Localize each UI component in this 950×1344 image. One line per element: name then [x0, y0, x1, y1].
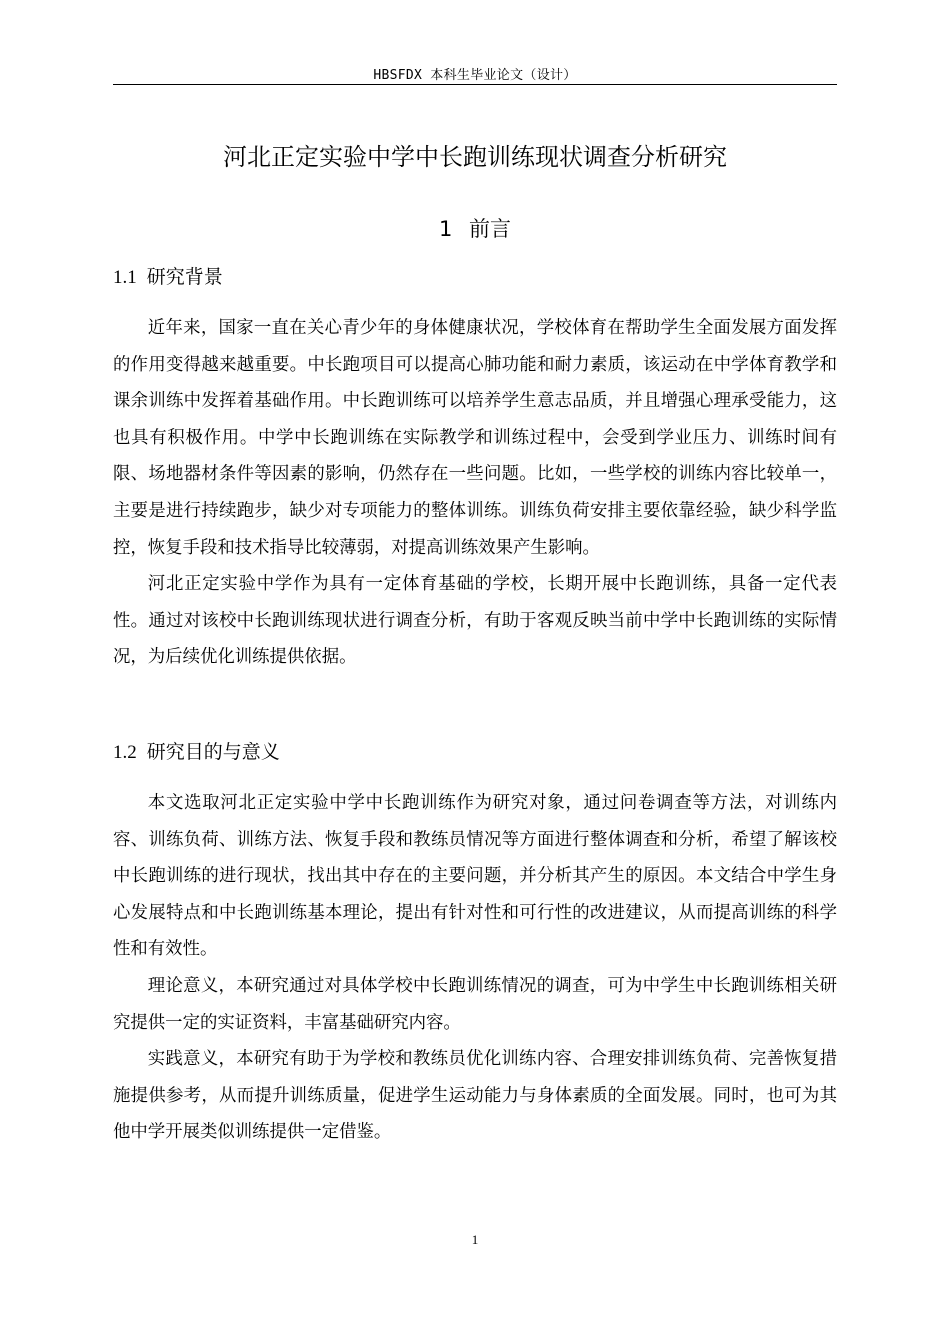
section-heading [113, 263, 223, 292]
page-number: 1 [471, 1232, 479, 1247]
header-rule [113, 84, 837, 85]
paragraph: 本文选取河北正定实验中学中长跑训练作为研究对象，通过问卷调查等方法，对训练内容、训练负荷、训练方法、恢复手段和教练员情况等方面进行整体调查和分析，希望了解该校中长跑训练的进行现状，找出其中存在的主要问题，并分析其产生的原因。本文结合中学生身心发展特点和中长跑训练基本理论，提出有针对性和可行性的改进建议，从而提高训练的科学性和有效性。 [113, 793, 837, 960]
paragraph: 实践意义，本研究有助于为学校和教练员优化训练内容、合理安排训练负荷、完善恢复措施提供参考，从而提升训练质量，促进学生运动能力与身体素质的全面发展。同时，也可为其他中学开展类似训练提供一定借鉴。 [113, 1049, 837, 1143]
section-body [113, 310, 837, 676]
paragraph: 近年来，国家一直在关心青少年的身体健康状况，学校体育在帮助学生全面发展方面发挥的作用变得越来越重要。中长跑项目可以提高心肺功能和耐力素质，该运动在中学体育教学和课余训练中发挥着基础作用。中长跑训练可以培养学生意志品质，并且增强心理承受能力，这也具有积极作用。中学中长跑训练在实际教学和训练过程中，会受到学业压力、训练时间有限、场地器材条件等因素的影响，仍然存在一些问题。比如，一些学校的训练内容比较单一，主要是进行持续跑步，缺少对专项能力的整体训练。训练负荷安排主要依靠经验，缺少科学监控，恢复手段和技术指导比较薄弱，对提高训练效果产生影响。 [113, 318, 837, 558]
chapter-heading [113, 214, 837, 244]
paragraph: 河北正定实验中学作为具有一定体育基础的学校，长期开展中长跑训练，具备一定代表性。通过对该校中长跑训练现状进行调查分析，有助于客观反映当前中学中长跑训练的实际情况，为后续优化训练提供依据。 [113, 574, 837, 668]
section-body [113, 785, 837, 1151]
chapter-label: 前言 [469, 217, 512, 241]
section-title: 研究目的与意义 [146, 741, 280, 763]
chapter-number: 1 [438, 217, 453, 241]
paragraph: 理论意义，本研究通过对具体学校中长跑训练情况的调查，可为中学生中长跑训练相关研究提供一定的实证资料，丰富基础研究内容。 [113, 975, 837, 1033]
section-title: 研究背景 [146, 266, 223, 288]
section-number: 1.2 [113, 742, 137, 763]
section-heading [113, 738, 280, 767]
section-number: 1.1 [113, 267, 137, 288]
thesis-title: 河北正定实验中学中长跑训练现状调查分析研究 [223, 143, 727, 171]
running-header: HBSFDX 本科生毕业论文（设计） [373, 68, 577, 83]
